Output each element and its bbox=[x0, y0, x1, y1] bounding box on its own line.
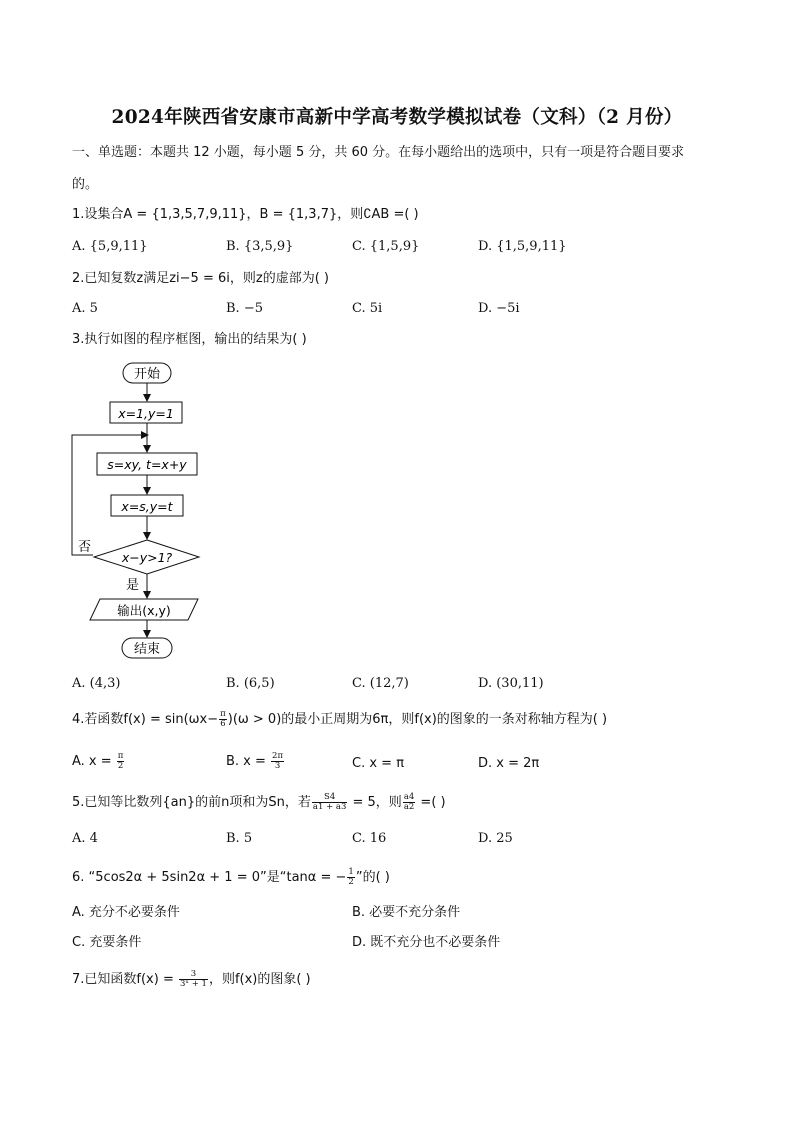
flow-condition-label: x−y>1? bbox=[121, 550, 173, 565]
q2-option-b: B. −5 bbox=[226, 301, 263, 316]
q1-option-c: C. {1,5,9} bbox=[352, 239, 420, 254]
q7-fraction: $\frac{3}{\text{3ˣ + 1}}$ bbox=[179, 969, 207, 989]
section-heading: 一、单选题：本题共 12 小题，每小题 5 分，共 60 分。在每小题给出的选项中，只有一项是符合题目要求 bbox=[72, 145, 685, 160]
question-2-stem: 2.已知复数z满足zi−5 = 6i，则z的虚部为( ) bbox=[72, 271, 329, 286]
flow-assign-label: x=s,y=t bbox=[121, 499, 173, 514]
flow-yes-label: 是 bbox=[126, 578, 140, 593]
flow-output-label: 输出(x,y) bbox=[117, 603, 171, 618]
q4-option-d: D. x = 2π bbox=[478, 756, 540, 771]
program-flowchart bbox=[60, 355, 220, 665]
q3-option-c: C. (12,7) bbox=[352, 676, 409, 691]
q4-fraction: $\frac{\pi}{6}$ bbox=[220, 709, 226, 729]
q1-option-a: A. {5,9,11} bbox=[72, 239, 148, 254]
flow-no-label: 否 bbox=[78, 540, 92, 555]
q5-fraction-1: $\frac{S4}{a1 + a3}$ bbox=[312, 792, 347, 812]
q2-option-c: C. 5i bbox=[352, 301, 383, 316]
question-7-stem: 7.已知函数f(x) = $\frac{3}{\text{3ˣ + 1}}$ ，则f(x)的图象( ) bbox=[72, 969, 311, 989]
q5-fraction-2: $\frac{a4}{a2}$ bbox=[403, 792, 415, 812]
question-5-stem: 5.已知等比数列{an}的前n项和为Sn，若 $\frac{S4}{a1 + a3}$ = 5，则 $\frac{a4}{a2}$ =( ) bbox=[72, 792, 446, 812]
question-1-stem: 1.设集合A = {1,3,5,7,9,11}，B = {1,3,7}，则∁AB =( ) bbox=[72, 207, 419, 222]
q6-option-b: B. 必要不充分条件 bbox=[352, 905, 461, 920]
question-6-stem: 6. “5cos2α + 5sin2α + 1 = 0”是“tanα = − $\frac{1}{2}$ ”的( ) bbox=[72, 867, 390, 887]
q2-option-a: A. 5 bbox=[72, 301, 98, 316]
q4-option-c: C. x = π bbox=[352, 756, 405, 771]
q3-option-d: D. (30,11) bbox=[478, 676, 544, 691]
q3-option-b: B. (6,5) bbox=[226, 676, 275, 691]
q4-option-b: B. x = $\frac{2\pi}{3}$ bbox=[226, 751, 284, 771]
question-3-stem: 3.执行如图的程序框图，输出的结果为( ) bbox=[72, 332, 307, 347]
q1-option-b: B. {3,5,9} bbox=[226, 239, 294, 254]
flow-init-label: x=1,y=1 bbox=[118, 406, 174, 421]
q5-option-a: A. 4 bbox=[72, 831, 98, 846]
q5-option-d: D. 25 bbox=[478, 831, 513, 846]
q6-option-d: D. 既不充分也不必要条件 bbox=[352, 935, 501, 950]
flow-start-label: 开始 bbox=[133, 367, 161, 382]
flow-end-label: 结束 bbox=[133, 642, 161, 657]
q1-option-d: D. {1,5,9,11} bbox=[478, 239, 567, 254]
q3-option-a: A. (4,3) bbox=[72, 676, 121, 691]
question-4-stem: 4.若函数f(x) = sin(ωx− $\frac{\pi}{6}$ )(ω > 0)的最小正周期为6π，则f(x)的图象的一条对称轴方程为( ) bbox=[72, 709, 608, 729]
section-heading-cont: 的。 bbox=[72, 177, 99, 192]
q2-option-d: D. −5i bbox=[478, 301, 520, 316]
q6-fraction: $\frac{1}{2}$ bbox=[348, 867, 354, 887]
q4-option-a: A. x = $\frac{\pi}{2}$ bbox=[72, 751, 124, 771]
q6-option-c: C. 充要条件 bbox=[72, 935, 142, 950]
page-title: 2024年陕西省安康市高新中学高考数学模拟试卷（文科）（2 月份） bbox=[111, 107, 683, 128]
q6-option-a: A. 充分不必要条件 bbox=[72, 905, 180, 920]
flow-calc-label: s=xy, t=x+y bbox=[107, 457, 187, 472]
q5-option-b: B. 5 bbox=[226, 831, 253, 846]
q5-option-c: C. 16 bbox=[352, 831, 387, 846]
